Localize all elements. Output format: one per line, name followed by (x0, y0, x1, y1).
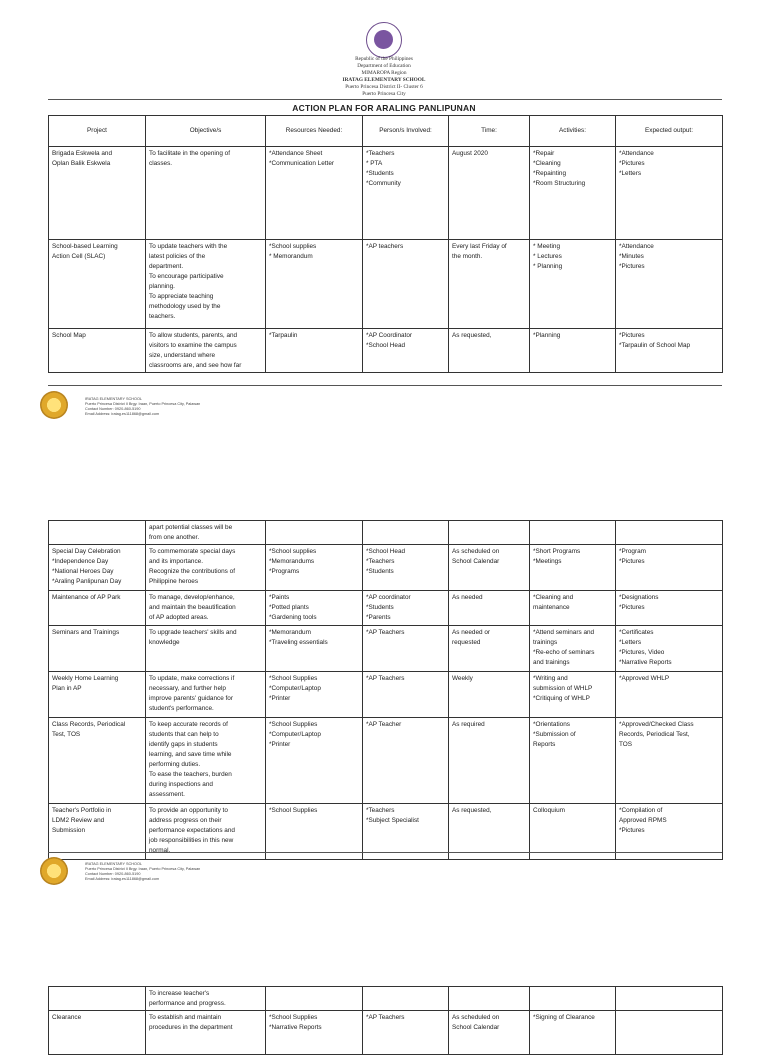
cell-line: As scheduled on (452, 1013, 500, 1021)
cell-line: Class Records, Periodical (52, 720, 126, 728)
cell-activities (530, 591, 616, 626)
cell-line: requested (452, 638, 481, 646)
cell-line: *Submission of (533, 730, 576, 738)
cell-line: Every last Friday of (452, 242, 507, 250)
table-row (49, 147, 723, 240)
cell-line: *Designations (619, 593, 659, 601)
cell-project (49, 545, 146, 591)
cell-line: Weekly Home Learning (52, 674, 119, 682)
cell-line: *Cleaning and (533, 593, 574, 601)
letterhead (0, 56, 768, 98)
header-rule (48, 99, 722, 100)
cell-line: performing duties. (149, 760, 201, 768)
cell-time (449, 987, 530, 1011)
cell-expected-output (616, 987, 723, 1011)
cell-line: *Parents (366, 613, 391, 621)
action-plan-table-page-2 (48, 520, 723, 860)
cell-line: * Planning (533, 262, 563, 270)
cell-line: *Students (366, 603, 394, 611)
cell-activities (530, 521, 616, 545)
cell-line: latest policies of the (149, 252, 206, 260)
cell-line: *Computer/Laptop (269, 684, 321, 692)
cell-persons (363, 1011, 449, 1055)
table-row (49, 545, 723, 591)
table-header-row (49, 116, 723, 147)
cell-line: To provide an opportunity to (149, 806, 228, 814)
cell-line: methodology used by the (149, 302, 221, 310)
cell-line: *Planning (533, 331, 561, 339)
cell-line: August 2020 (452, 149, 488, 157)
cell-line: *Potted plants (269, 603, 309, 611)
cell-line: TOS (619, 740, 633, 748)
cell-line: *Pictures (619, 603, 645, 611)
cell-line: performance and progress. (149, 999, 226, 1007)
cell-line: *Compilation of (619, 806, 663, 814)
footer-rule-2 (48, 852, 722, 853)
cell-line: *School supplies (269, 547, 317, 555)
cell-line: normal. (149, 846, 171, 854)
letterhead-line: Puerto Princesa District II- Cluster 6 (345, 84, 423, 90)
cell-line: *Approved/Checked Class (619, 720, 694, 728)
cell-line: *Repainting (533, 169, 567, 177)
footer-school: IRATAG ELEMENTARY SCHOOL (85, 862, 143, 866)
cell-line: As requested, (452, 331, 492, 339)
cell-objectives (146, 1011, 266, 1055)
column-header-expected-output: Expected output: (616, 116, 723, 147)
cell-line: School Map (52, 331, 86, 339)
cell-line: *Communication Letter (269, 159, 335, 167)
cell-line: Brigada Eskwela and (52, 149, 113, 157)
cell-line: learning, and save time while (149, 750, 232, 758)
table-row (49, 987, 723, 1011)
cell-line: classrooms are, and see how far (149, 361, 242, 369)
cell-line: As requested, (452, 806, 492, 814)
cell-line: To commemorate special days (149, 547, 236, 555)
table-row (49, 240, 723, 329)
cell-activities (530, 672, 616, 718)
cell-line: Action Cell (SLAC) (52, 252, 106, 260)
cell-line: *Pictures (619, 331, 645, 339)
letterhead-line: Puerto Princesa City (362, 91, 406, 97)
footer-email: Email Address: iratag.es111868@gmail.com (85, 877, 160, 881)
cell-line: School Calendar (452, 557, 500, 565)
cell-line: To allow students, parents, and (149, 331, 238, 339)
cell-persons (363, 329, 449, 373)
action-plan-table-page-1 (48, 115, 723, 373)
cell-line: *Narrative Reports (619, 658, 672, 666)
cell-line: *Narrative Reports (269, 1023, 322, 1031)
cell-line: planning. (149, 282, 175, 290)
cell-line: *Printer (269, 740, 291, 748)
document-title: ACTION PLAN FOR ARALING PANLIPUNAN (292, 103, 476, 113)
cell-line: during inspections and (149, 780, 213, 788)
cell-time (449, 672, 530, 718)
cell-objectives (146, 626, 266, 672)
cell-line: *AP Coordinator (366, 331, 413, 339)
cell-line: *School Supplies (269, 1013, 318, 1021)
cell-line: *School supplies (269, 242, 317, 250)
cell-resources (266, 626, 363, 672)
deped-seal (366, 22, 402, 58)
cell-line: *Writing and (533, 674, 568, 682)
cell-time (449, 147, 530, 240)
cell-line: * PTA (366, 159, 383, 167)
cell-resources (266, 240, 363, 329)
cell-project (49, 591, 146, 626)
table-row (49, 1011, 723, 1055)
cell-project (49, 1011, 146, 1055)
cell-line: *School Head (366, 341, 406, 349)
cell-resources (266, 987, 363, 1011)
cell-objectives (146, 329, 266, 373)
cell-expected-output (616, 147, 723, 240)
footer-address: Puerto Princesa District II Brgy. Iraan, Puerto Princesa City, Palawan (85, 867, 201, 871)
cell-time (449, 240, 530, 329)
letterhead-school: IRATAG ELEMENTARY SCHOOL (342, 77, 426, 83)
cell-line: To update teachers with the (149, 242, 228, 250)
cell-activities (530, 987, 616, 1011)
cell-line: *Pictures (619, 159, 645, 167)
cell-activities (530, 718, 616, 804)
cell-line: *Meetings (533, 557, 562, 565)
cell-line: visitors to examine the campus (149, 341, 237, 349)
cell-line: *School Supplies (269, 720, 318, 728)
cell-line: Colloquium (533, 806, 565, 814)
cell-objectives (146, 987, 266, 1011)
cell-line: To increase teacher's (149, 989, 210, 997)
cell-resources (266, 591, 363, 626)
cell-expected-output (616, 591, 723, 626)
cell-resources (266, 147, 363, 240)
column-header-project: Project (49, 116, 146, 147)
cell-line: knowledge (149, 638, 180, 646)
cell-line: As scheduled on (452, 547, 500, 555)
cell-expected-output (616, 545, 723, 591)
cell-persons (363, 545, 449, 591)
table-row (49, 521, 723, 545)
footer-contact: Contact Number: 0920-860-5190 (85, 407, 141, 411)
cell-line: *Printer (269, 694, 291, 702)
cell-line: and its importance. (149, 557, 203, 565)
cell-project (49, 672, 146, 718)
cell-line: submission of WHLP (533, 684, 593, 692)
table-row (49, 591, 723, 626)
cell-persons (363, 672, 449, 718)
cell-time (449, 521, 530, 545)
cell-line: of AP adopted areas. (149, 613, 209, 621)
cell-resources (266, 545, 363, 591)
cell-line: *AP Teacher (366, 720, 402, 728)
cell-project (49, 147, 146, 240)
cell-expected-output (616, 240, 723, 329)
cell-line: *Computer/Laptop (269, 730, 321, 738)
column-header-time: Time: (449, 116, 530, 147)
school-logo-icon (40, 391, 68, 419)
cell-resources (266, 329, 363, 373)
cell-line: *Tarpaulin (269, 331, 298, 339)
cell-line: Clearance (52, 1013, 82, 1021)
cell-line: assessment. (149, 790, 185, 798)
cell-line: School Calendar (452, 1023, 500, 1031)
cell-line: *Students (366, 567, 394, 575)
cell-line: from one another. (149, 533, 200, 541)
cell-time (449, 718, 530, 804)
cell-line: *Letters (619, 638, 642, 646)
cell-line: *Pictures (619, 557, 645, 565)
footer-school: IRATAG ELEMENTARY SCHOOL (85, 397, 143, 401)
cell-line: trainings (533, 638, 558, 646)
cell-line: Test, TOS (52, 730, 81, 738)
cell-line: To upgrade teachers' skills and (149, 628, 237, 636)
cell-line: Records, Periodical Test, (619, 730, 690, 738)
letterhead-line: Department of Education (357, 63, 411, 69)
cell-objectives (146, 718, 266, 804)
cell-line: *Attendance (619, 242, 654, 250)
cell-line: and maintain the beautification (149, 603, 236, 611)
cell-line: Oplan Balik Eskwela (52, 159, 111, 167)
cell-line: *Approved WHLP (619, 674, 670, 682)
cell-resources (266, 718, 363, 804)
cell-expected-output (616, 672, 723, 718)
cell-line: *AP Teachers (366, 1013, 405, 1021)
cell-line: To encourage participative (149, 272, 224, 280)
cell-time (449, 591, 530, 626)
cell-line: Reports (533, 740, 556, 748)
column-header-activities: Activities: (530, 116, 616, 147)
cell-line: maintenance (533, 603, 570, 611)
cell-line: To appreciate teaching (149, 292, 214, 300)
cell-persons (363, 240, 449, 329)
cell-time (449, 329, 530, 373)
cell-project (49, 240, 146, 329)
cell-line: *AP Teachers (366, 628, 405, 636)
cell-line: * Meeting (533, 242, 560, 250)
cell-persons (363, 147, 449, 240)
cell-persons (363, 626, 449, 672)
cell-line: address progress on their (149, 816, 222, 824)
cell-expected-output (616, 521, 723, 545)
cell-line: *Araling Panlipunan Day (52, 577, 122, 585)
cell-persons (363, 718, 449, 804)
cell-time (449, 1011, 530, 1055)
cell-objectives (146, 591, 266, 626)
cell-persons (363, 987, 449, 1011)
cell-line: To manage, develop/enhance, (149, 593, 235, 601)
cell-line: Approved RPMS (619, 816, 667, 824)
cell-line: necessary, and further help (149, 684, 226, 692)
cell-line: *Tarpaulin of School Map (619, 341, 691, 349)
cell-line: * Memorandum (269, 252, 313, 260)
cell-line: Recognize the contributions of (149, 567, 235, 575)
cell-line: *School Head (366, 547, 406, 555)
cell-line: *Paints (269, 593, 290, 601)
footer-contact: Contact Number: 0920-860-5190 (85, 872, 141, 876)
cell-project (49, 987, 146, 1011)
footer-1 (85, 397, 200, 417)
cell-line: *Teachers (366, 806, 395, 814)
cell-line: *Pictures, Video (619, 648, 665, 656)
cell-line: *Attend seminars and (533, 628, 595, 636)
cell-time (449, 626, 530, 672)
cell-line: *Pictures (619, 826, 645, 834)
cell-line: the month. (452, 252, 483, 260)
cell-activities (530, 147, 616, 240)
cell-line: *Cleaning (533, 159, 561, 167)
cell-line: improve parents' guidance for (149, 694, 233, 702)
cell-line: department. (149, 262, 184, 270)
cell-expected-output (616, 626, 723, 672)
cell-line: Weekly (452, 674, 473, 682)
cell-line: *Memorandum (269, 628, 311, 636)
cell-line: students that can help to (149, 730, 219, 738)
cell-line: *Minutes (619, 252, 644, 260)
cell-project (49, 521, 146, 545)
cell-objectives (146, 240, 266, 329)
cell-objectives (146, 521, 266, 545)
cell-activities (530, 1011, 616, 1055)
cell-line: *AP Teachers (366, 674, 405, 682)
cell-line: size, understand where (149, 351, 216, 359)
cell-line: performance expectations and (149, 826, 235, 834)
cell-line: As required (452, 720, 485, 728)
cell-line: *Attendance (619, 149, 654, 157)
cell-line: *Certificates (619, 628, 654, 636)
cell-persons (363, 591, 449, 626)
cell-expected-output (616, 329, 723, 373)
cell-line: job responsibilities in this new (149, 836, 234, 844)
cell-line: *Community (366, 179, 401, 187)
cell-line: *Critiquing of WHLP (533, 694, 590, 702)
cell-project (49, 718, 146, 804)
cell-line: *School Supplies (269, 806, 318, 814)
cell-line: *AP teachers (366, 242, 404, 250)
cell-line: As needed (452, 593, 483, 601)
letterhead-line: Republic of the Philippines (355, 56, 413, 62)
cell-line: *School Supplies (269, 674, 318, 682)
cell-line: and trainings (533, 658, 570, 666)
cell-objectives (146, 545, 266, 591)
cell-line: *Teachers (366, 557, 395, 565)
cell-activities (530, 240, 616, 329)
cell-line: Special Day Celebration (52, 547, 121, 555)
cell-line: apart potential classes will be (149, 523, 233, 531)
cell-line: School-based Learning (52, 242, 118, 250)
cell-line: *Room Structuring (533, 179, 586, 187)
cell-activities (530, 626, 616, 672)
cell-objectives (146, 672, 266, 718)
footer-2 (85, 862, 200, 882)
cell-line: To update, make corrections if (149, 674, 235, 682)
table-row (49, 718, 723, 804)
action-plan-table-page-3 (48, 986, 723, 1055)
cell-line: Philippine heroes (149, 577, 199, 585)
cell-line: To establish and maintain (149, 1013, 222, 1021)
cell-line: Maintenance of AP Park (52, 593, 121, 601)
cell-line: *Re-echo of seminars (533, 648, 595, 656)
cell-line: Teacher's Portfolio in (52, 806, 112, 814)
cell-expected-output (616, 1011, 723, 1055)
cell-line: *Attendance Sheet (269, 149, 323, 157)
cell-line: Submission (52, 826, 86, 834)
cell-line: Seminars and Trainings (52, 628, 120, 636)
cell-line: *Short Programs (533, 547, 581, 555)
cell-line: teachers. (149, 312, 176, 320)
cell-line: student's performance. (149, 704, 214, 712)
cell-line: *National Heroes Day (52, 567, 114, 575)
cell-line: classes. (149, 159, 173, 167)
cell-line: *Independence Day (52, 557, 109, 565)
cell-objectives (146, 147, 266, 240)
cell-resources (266, 672, 363, 718)
cell-resources (266, 521, 363, 545)
cell-line: Plan in AP (52, 684, 82, 692)
cell-line: To keep accurate records of (149, 720, 228, 728)
cell-persons (363, 521, 449, 545)
cell-line: As needed or (452, 628, 491, 636)
cell-line: *Repair (533, 149, 555, 157)
cell-line: procedures in the department (149, 1023, 233, 1031)
cell-project (49, 329, 146, 373)
cell-project (49, 626, 146, 672)
cell-line: *Gardening tools (269, 613, 317, 621)
footer-address: Puerto Princesa District II Brgy. Iraan, Puerto Princesa City, Palawan (85, 402, 201, 406)
letterhead-line: MIMAROPA Region (361, 70, 407, 76)
cell-activities (530, 329, 616, 373)
cell-time (449, 545, 530, 591)
cell-resources (266, 1011, 363, 1055)
cell-line: *Pictures (619, 262, 645, 270)
cell-expected-output (616, 718, 723, 804)
cell-line: identify gaps in students (149, 740, 218, 748)
footer-rule-1 (48, 385, 722, 386)
column-header-objectives: Objective/s (146, 116, 266, 147)
cell-line: *Traveling essentials (269, 638, 328, 646)
cell-line: To ease the teachers, burden (149, 770, 232, 778)
cell-line: *AP coordinator (366, 593, 411, 601)
cell-line: *Memorandums (269, 557, 315, 565)
footer-email: Email Address: iratag.es111868@gmail.com (85, 412, 160, 416)
cell-line: *Students (366, 169, 394, 177)
cell-line: *Orientations (533, 720, 570, 728)
table-row (49, 672, 723, 718)
table-row (49, 626, 723, 672)
cell-line: LDM2 Review and (52, 816, 105, 824)
column-header-resources: Resources Needed: (266, 116, 363, 147)
table-row (49, 329, 723, 373)
cell-line: *Programs (269, 567, 300, 575)
cell-activities (530, 545, 616, 591)
cell-line: *Subject Specialist (366, 816, 419, 824)
cell-line: * Lectures (533, 252, 562, 260)
cell-line: *Program (619, 547, 646, 555)
cell-line: *Signing of Clearance (533, 1013, 595, 1021)
cell-line: To facilitate in the opening of (149, 149, 231, 157)
school-logo-icon (40, 857, 68, 885)
cell-line: *Letters (619, 169, 642, 177)
column-header-persons: Person/s Involved: (363, 116, 449, 147)
cell-line: *Teachers (366, 149, 395, 157)
